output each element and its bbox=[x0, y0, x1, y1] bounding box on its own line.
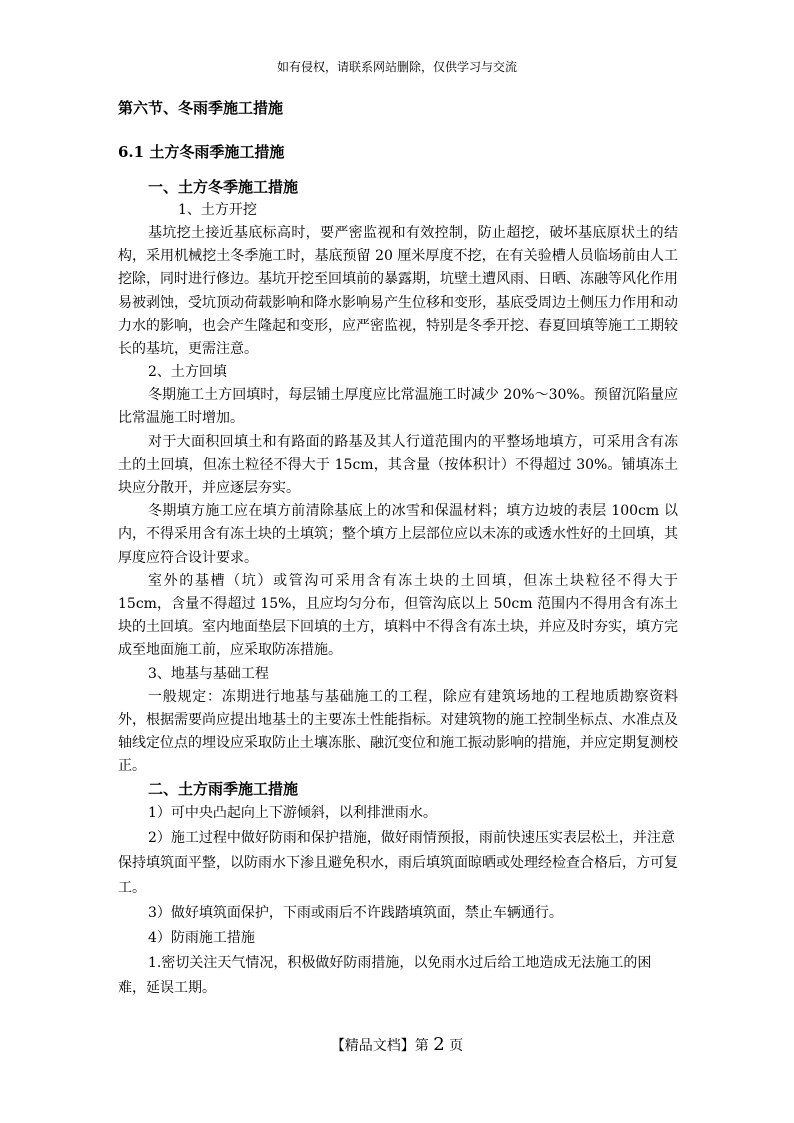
foundation-paragraph: 一般规定：冻期进行地基与基础施工的工程，除应有建筑场地的工程地质勘察资料外，根据需要尚应提出地基土的主要冻土性能指标。对建筑物的施工控制坐标点、水准点及轴线定位点的埋设应采取防止土壤冻胀、融沉变位和施工振动影响的措施，并应定期复测校正。 bbox=[118, 688, 678, 775]
footer-label: 【精品文档】第 bbox=[330, 1038, 429, 1054]
page-header: 如有侵权，请联系网站删除，仅供学习与交流 bbox=[276, 60, 517, 74]
excavation-paragraph: 基坑挖土接近基底标高时，要严密监视和有效控制，防止超挖，破坏基底原状土的结构，采用机械挖土冬季施工时，基底预留 20 厘米厚度不挖，在有关验槽人员临场前由人工挖除，同时进行修边。基坑开挖至回填前的暴露期，坑壁土遭风雨、日晒、冻融等风化作用易被剥蚀，受坑顶动荷载影响和降水影响易产生位移和变形，基底受周边土侧压力作用和动力水的影响，也会产生隆起和变形，应严密监视，特别是冬季开挖、春夏回填等施工工期较长的基坑，更需注意。 bbox=[118, 225, 678, 358]
rainy-item-4: 4）防雨施工措施 bbox=[148, 930, 255, 947]
rainy-item-3: 3）做好填筑面保护，下雨或雨后不许践踏填筑面，禁止车辆通行。 bbox=[148, 905, 563, 922]
subsection-title: 6.1 土方冬雨季施工措施 bbox=[118, 143, 285, 161]
backfill-paragraph-1: 冬期施工土方回填时，每层铺土厚度应比常温施工时减少 20%～30%。预留沉陷量应比常温施工时增加。 bbox=[118, 387, 678, 427]
page-number: 2 bbox=[433, 1034, 445, 1055]
rainy-item-1: 1）可中央凸起向上下游倾斜，以利排泄雨水。 bbox=[148, 805, 437, 822]
page-footer bbox=[0, 1034, 794, 1055]
footer-suffix: 页 bbox=[449, 1038, 464, 1054]
rainy-item-4-1: 1.密切关注天气情况，积极做好防雨措施，以免雨水过后给工地造成无法施工的困难，延误工期。 bbox=[118, 955, 652, 997]
rainy-heading: 二、土方雨季施工措施 bbox=[148, 780, 299, 799]
rainy-item-2: 2）施工过程中做好防雨和保护措施，做好雨情预报，雨前快速压实表层松土，并注意保持填筑面平整，以防雨水下渗且避免积水，雨后填筑面晾晒或处理经检查合格后，方可复工。 bbox=[118, 830, 678, 897]
excavation-heading: 1、土方开挖 bbox=[178, 202, 257, 218]
backfill-paragraph-2: 对于大面积回填土和有路面的路基及其人行道范围内的平整场地填方，可采用含有冻土的土回填，但冻土粒径不得大于 15cm，其含量（按体积计）不得超过 30%。铺填冻土块应分散开，并应逐层夯实。 bbox=[118, 433, 678, 497]
foundation-heading: 3、地基与基础工程 bbox=[148, 665, 269, 682]
backfill-heading: 2、土方回填 bbox=[148, 364, 227, 381]
section-title: 第六节、冬雨季施工措施 bbox=[118, 99, 284, 117]
backfill-paragraph-3: 冬期填方施工应在填方前清除基底上的冰雪和保温材料；填方边坡的表层 100cm 以内，不得采用含有冻土块的土填筑；整个填方上层部位应以未冻的或透水性好的土回填，其厚度应符合设计要求。 bbox=[118, 503, 678, 566]
winter-heading: 一、土方冬季施工措施 bbox=[148, 178, 299, 196]
document-body bbox=[118, 96, 678, 1001]
backfill-paragraph-4: 室外的基槽（坑）或管沟可采用含有冻土块的土回填，但冻土块粒径不得大于 15cm，含量不得超过 15%，且应均匀分布，但管沟底以上 50cm 范围内不得用含有冻土块的土回填。室内地面垫层下回填的土方，填料中不得含有冻土块，并应及时夯实，填方完成至地面施工前，应采取防冻措施。 bbox=[118, 572, 678, 659]
